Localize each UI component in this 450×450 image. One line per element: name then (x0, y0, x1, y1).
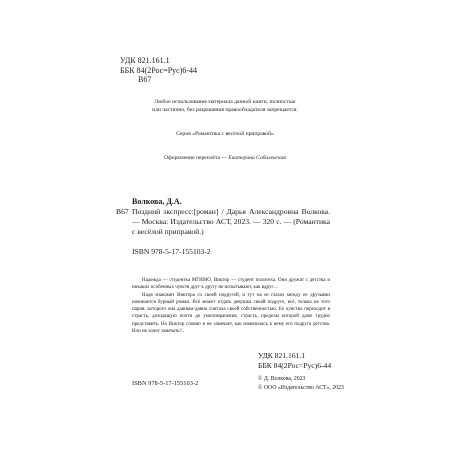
author-sign: В67 (138, 75, 152, 84)
bibliographic-author: Волкова, Д.А. (132, 197, 182, 206)
copyright-author: © Д. Волкова, 2023 (258, 376, 306, 382)
rights-notice-line: или частично, без разрешения правообладателя запрещается. (152, 107, 298, 114)
annotation (132, 277, 330, 335)
classification-bottom (258, 351, 331, 370)
copyright-block (258, 375, 344, 393)
design-credit (120, 155, 330, 161)
annotation-paragraph: Надежда — студентка МГИМО, Виктор — студент политеха. Они дружат с детства и никаких особенных чувств друг к другу не испытывают, как вдруг… (132, 278, 330, 291)
udk-code-bottom: УДК 821.161.1 (258, 351, 306, 360)
series-title: Серия «Романтика с весёлой приправой» (176, 131, 274, 137)
isbn-bottom: ISBN 978-5-17-155103-2 (132, 380, 199, 387)
annotation-paragraph: Надя знакомит Виктора со своей подругой, и тут на ее глазах между ее друзьями начинается бурный роман. Всё может отдать девушка своей подруге, всё, только не того парня, которого она давным-давно считала своей собственностью. Ее чувство переходит в страсть, доходящую почти до умопомрачения, страсть, пределы которой даже трудно представить. Но Виктор словно и не замечает, как изменилась к нему его подруга детства. Или не хочет замечать?.. (132, 292, 330, 335)
designer-name: Екатерина Соболевская (228, 155, 286, 161)
design-credit-label: Оформление переплёта — (164, 155, 229, 161)
copyright-publisher: © ООО «Издательство АСТ», 2023 (258, 385, 344, 392)
bbk-code: ББК 84(2Рос=Рус)6-44 (120, 65, 198, 75)
bbk-code-bottom: ББК 84(2Рос=Рус)6-44 (258, 360, 332, 370)
bibliographic-description: Поздний экспресс:[роман] / Дарья Александровна Волкова. — Москва: Издательство АСТ, 2023. — 320 с. — (Романтика с весёлой приправой.) (132, 207, 330, 237)
classification-block (120, 56, 197, 85)
udk-code: УДК 821.161.1 (120, 56, 170, 65)
rights-notice-line: Любое использование материала данной книги, полностью (154, 99, 296, 105)
bibliographic-code: В67 (116, 207, 129, 216)
rights-notice (115, 98, 335, 115)
isbn: ISBN 978-5-17-155103-2 (132, 247, 211, 256)
